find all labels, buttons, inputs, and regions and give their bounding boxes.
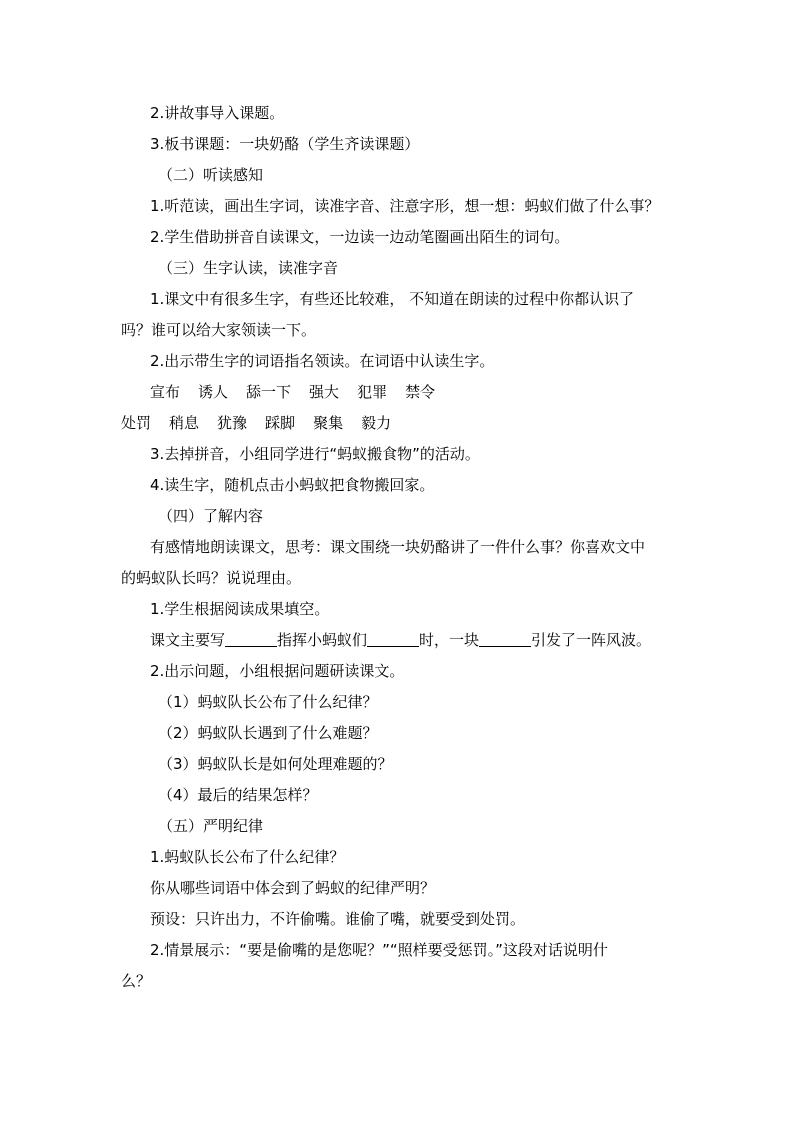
text-line: 2.讲故事导入课题。 — [150, 104, 285, 122]
word-item: 禁令 — [405, 383, 436, 401]
text-line: 你从哪些词语中体会到了蚂蚁的纪律严明？ — [150, 879, 436, 897]
question-item: （2）蚂蚁队长遇到了什么难题？ — [158, 724, 378, 742]
word-list-row-1 — [150, 382, 690, 402]
fill-text: 时，一块 — [419, 631, 480, 649]
word-item: 宣布 — [150, 383, 181, 401]
text-line: 2.出示带生字的词语指名领读。在词语中认读生字。 — [150, 352, 495, 370]
word-item: 毅力 — [361, 414, 392, 432]
text-line: 有感情地朗读课文，思考：课文围绕一块奶酪讲了一件什么事？你喜欢文中 — [150, 538, 646, 556]
word-item: 犯罪 — [357, 383, 388, 401]
text-line: 2.出示问题，小组根据问题研读课文。 — [150, 662, 405, 680]
section-heading: （四）了解内容 — [158, 507, 264, 525]
text-line: 吗？谁可以给大家领读一下。 — [121, 321, 317, 339]
word-item: 聚集 — [313, 414, 344, 432]
word-item: 犹豫 — [217, 414, 248, 432]
text-line: 2.情景展示：“要是偷嘴的是您呢？”“照样要受惩罚。”这段对话说明什 — [150, 941, 608, 959]
text-line: 4.读生字，随机点击小蚂蚁把食物搬回家。 — [150, 476, 435, 494]
text-line: 1.蚂蚁队长公布了什么纪律？ — [150, 848, 345, 866]
word-item: 舔一下 — [246, 383, 292, 401]
word-item: 稍息 — [169, 414, 200, 432]
text-line: 的蚂蚁队长吗？说说理由。 — [121, 569, 302, 587]
fill-text: 课文主要写 — [150, 631, 226, 649]
question-item: （1）蚂蚁队长公布了什么纪律？ — [158, 693, 378, 711]
word-item: 强大 — [309, 383, 340, 401]
section-heading: （二）听读感知 — [158, 166, 264, 184]
section-heading: （五）严明纪律 — [158, 817, 264, 835]
fill-in-blank-line — [150, 630, 690, 650]
question-item: （4）最后的结果怎样？ — [158, 786, 318, 804]
text-line: 1.听范读，画出生字词，读准字音、注意字形，想一想：蚂蚁们做了什么事？ — [150, 197, 660, 215]
answer-blank[interactable] — [479, 631, 531, 647]
text-line: 么？ — [121, 972, 152, 990]
word-list-row-2 — [121, 413, 661, 433]
question-item: （3）蚂蚁队长是如何处理难题的？ — [158, 755, 393, 773]
fill-text: 指挥小蚂蚁们 — [277, 631, 368, 649]
text-line: 3.板书课题：一块奶酪（学生齐读课题） — [150, 135, 420, 153]
answer-blank[interactable] — [225, 631, 277, 647]
fill-text: 引发了一阵风波。 — [531, 631, 652, 649]
text-line: 1.学生根据阅读成果填空。 — [150, 600, 330, 618]
word-item: 踩脚 — [265, 414, 296, 432]
word-item: 处罚 — [121, 414, 152, 432]
answer-blank[interactable] — [367, 631, 419, 647]
section-heading: （三）生字认读，读准字音 — [158, 259, 339, 277]
text-line: 2.学生借助拼音自读课文，一边读一边动笔圈画出陌生的词句。 — [150, 228, 570, 246]
text-line: 3.去掉拼音，小组同学进行“蚂蚁搬食物”的活动。 — [150, 445, 480, 463]
text-line: 预设：只许出力，不许偷嘴。谁偷了嘴，就要受到处罚。 — [150, 910, 526, 928]
text-line: 1.课文中有很多生字，有些还比较难， 不知道在朗读的过程中你都认识了 — [150, 290, 635, 308]
word-item: 诱人 — [198, 383, 229, 401]
